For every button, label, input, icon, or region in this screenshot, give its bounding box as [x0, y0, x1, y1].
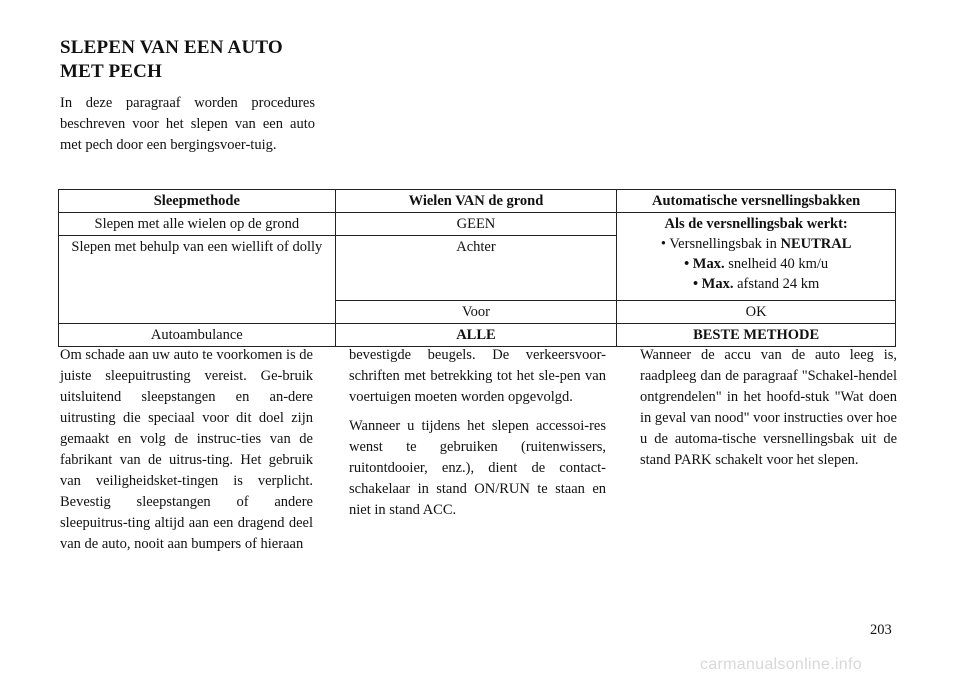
body-paragraph: Wanneer de accu van de auto leeg is, raadpleeg dan de paragraaf "Schakel-hendel ontgrendelen" in het hoofd-stuk "Wat doen in geval van nood" voor instructies over hoe u de automa-tische versnellingsbak uit de stand PARK schakelt voor het slepen. [640, 347, 897, 468]
body-paragraph: Wanneer u tijdens het slepen accessoi-res wenst te gebruiken (ruitenwissers, ruitontdooier, enz.), dient de contact-schakelaar in stand ON/RUN te staan en niet in stand ACC. [349, 418, 606, 518]
auto-block-title: Als de versnellingsbak werkt: [664, 216, 848, 232]
body-paragraph: bevestigde beugels. De verkeersvoor-schriften met betrekking tot het sle-pen van voertuigen moeten worden opgevolgd. [349, 347, 606, 405]
method-cell: Autoambulance [59, 324, 336, 347]
intro-paragraph: In deze paragraaf worden procedures beschreven voor het slepen van een auto met pech door een bergingsvoer-tuig. [60, 95, 315, 153]
towing-table [58, 189, 896, 347]
section-title: SLEPEN VAN EEN AUTO MET PECH [60, 37, 283, 82]
page-number: 203 [870, 622, 892, 638]
method-cell: Slepen met behulp van een wiellift of dolly [59, 236, 336, 324]
automatic-transmission-cell [617, 213, 896, 301]
bullet-bold: • Max. [692, 276, 734, 292]
auto-bullet-1 [621, 234, 891, 254]
table-header: Sleepmethode [59, 190, 336, 213]
wheels-cell: GEEN [335, 213, 617, 236]
table-header: Automatische versnellingsbakken [617, 190, 896, 213]
body-column-2 [349, 345, 606, 529]
method-cell: Slepen met alle wielen op de grond [59, 213, 336, 236]
bullet-bold: NEUTRAL [780, 236, 852, 252]
wheels-cell: Voor [335, 301, 617, 324]
bullet-text: afstand 24 km [733, 276, 820, 292]
bullet-text: • Versnellingsbak in [660, 236, 781, 252]
auto-bullet-2 [621, 254, 891, 274]
body-column-1: Om schade aan uw auto te voorkomen is de juiste sleepuitrusting vereist. Ge-bruik uitsluitend sleepstangen en an-dere uitrusting die speciaal voor dit doel zijn gemaakt en volg de instruc-ties van de fabrikant van de uitrus-ting. Het gebruik van veiligheidsket-tingen is verplicht. Bevestig sleepstangen of andere sleepuitrus-ting altijd aan een dragend deel van de auto, nooit aan bumpers of hieraan [60, 347, 313, 552]
table-header-row [59, 190, 896, 213]
bullet-text: snelheid 40 km/u [724, 256, 829, 272]
body-column-3 [640, 345, 897, 479]
table-row [59, 324, 896, 347]
auto-cell: BESTE METHODE [617, 324, 896, 347]
wheels-cell: Achter [335, 236, 617, 301]
auto-bullet-3 [621, 274, 891, 294]
wheels-cell: ALLE [335, 324, 617, 347]
watermark: carmanualsonline.info [700, 656, 862, 673]
table-header: Wielen VAN de grond [335, 190, 617, 213]
bullet-bold: • Max. [684, 256, 725, 272]
table-row [59, 213, 896, 236]
auto-cell: OK [617, 301, 896, 324]
